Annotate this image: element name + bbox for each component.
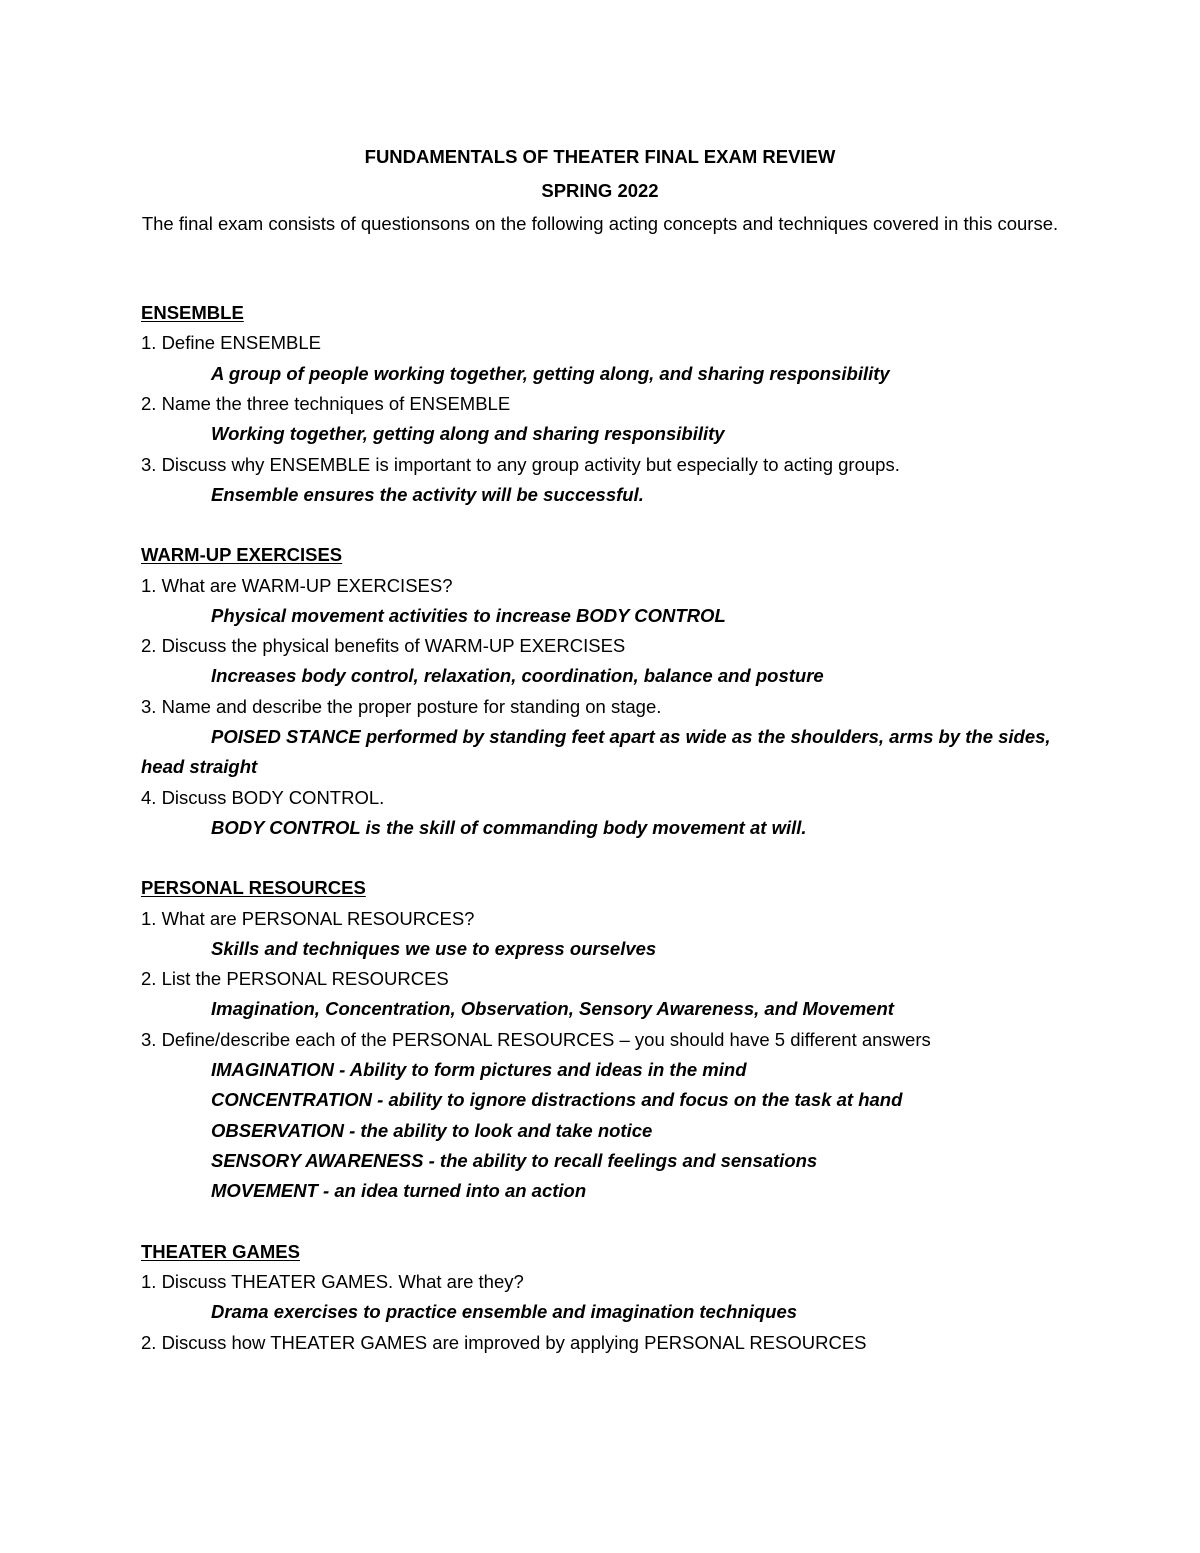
section-heading-ensemble: ENSEMBLE [141,302,244,323]
answer-warmup-3-line-1: POISED STANCE performed by standing feet apart as wide as the shoulders, arms by the sides, [211,726,1051,747]
question-warmup-1: 1. What are WARM-UP EXERCISES? [141,575,453,596]
document-intro: The final exam consists of questionsons on the following acting concepts and techniques covered in this course. [141,213,1059,234]
question-games-1: 1. Discuss THEATER GAMES. What are they? [141,1271,524,1292]
answer-personal-3-item: IMAGINATION - Ability to form pictures and ideas in the mind [211,1059,747,1080]
answer-warmup-1: Physical movement activities to increase BODY CONTROL [211,605,726,626]
question-ensemble-1: 1. Define ENSEMBLE [141,332,321,353]
question-warmup-4: 4. Discuss BODY CONTROL. [141,787,385,808]
question-personal-1: 1. What are PERSONAL RESOURCES? [141,908,475,929]
document-title: FUNDAMENTALS OF THEATER FINAL EXAM REVIEW [364,146,836,167]
answer-personal-2: Imagination, Concentration, Observation, Sensory Awareness, and Movement [211,998,894,1019]
question-personal-2: 2. List the PERSONAL RESOURCES [141,968,449,989]
answer-personal-3-item: OBSERVATION - the ability to look and take notice [211,1120,653,1141]
answer-warmup-2: Increases body control, relaxation, coordination, balance and posture [211,665,824,686]
answer-personal-3-item: CONCENTRATION - ability to ignore distractions and focus on the task at hand [211,1089,903,1110]
answer-personal-1: Skills and techniques we use to express ourselves [211,938,657,959]
question-warmup-2: 2. Discuss the physical benefits of WARM-UP EXERCISES [141,635,626,656]
answer-ensemble-1: A group of people working together, getting along, and sharing responsibility [211,363,890,384]
section-heading-personal-resources: PERSONAL RESOURCES [141,877,366,898]
question-ensemble-2: 2. Name the three techniques of ENSEMBLE [141,393,511,414]
document-subtitle: SPRING 2022 [541,180,659,201]
answer-personal-3-item: MOVEMENT - an idea turned into an action [211,1180,587,1201]
answer-ensemble-2: Working together, getting along and sharing responsibility [211,423,725,444]
question-warmup-3: 3. Name and describe the proper posture for standing on stage. [141,696,662,717]
section-heading-warmup: WARM-UP EXERCISES [141,544,343,565]
section-heading-theater-games: THEATER GAMES [141,1241,300,1262]
answer-personal-3-item: SENSORY AWARENESS - the ability to recall feelings and sensations [211,1150,818,1171]
question-ensemble-3: 3. Discuss why ENSEMBLE is important to any group activity but especially to acting groups. [141,454,900,475]
answer-ensemble-3: Ensemble ensures the activity will be successful. [211,484,644,505]
question-games-2: 2. Discuss how THEATER GAMES are improved by applying PERSONAL RESOURCES [141,1332,867,1353]
answer-warmup-4: BODY CONTROL is the skill of commanding body movement at will. [211,817,807,838]
answer-games-1: Drama exercises to practice ensemble and imagination techniques [211,1301,798,1322]
question-personal-3: 3. Define/describe each of the PERSONAL RESOURCES – you should have 5 different answers [141,1029,931,1050]
answer-warmup-3-line-2: head straight [141,756,258,777]
